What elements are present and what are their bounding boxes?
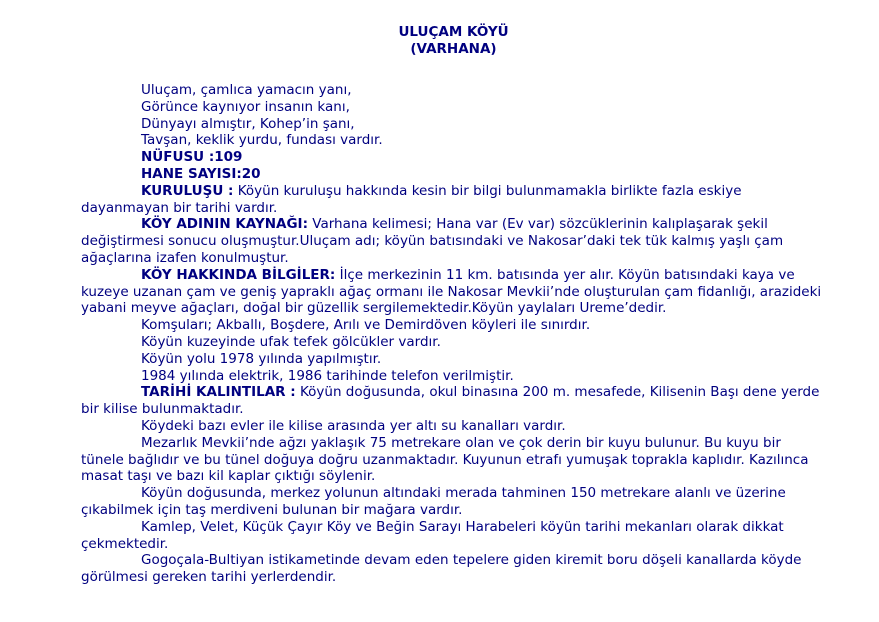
section-text: Köydeki bazı evler ile kilise arasında yer altı su kanalları vardır. — [141, 417, 566, 434]
section-paragraph — [81, 519, 826, 553]
section-paragraph — [81, 183, 826, 217]
section-paragraph — [81, 216, 826, 266]
population-stat: NÜFUSU :109 — [141, 149, 243, 166]
section-paragraph — [81, 384, 826, 418]
page-title: ULUÇAM KÖYÜ — [398, 24, 509, 40]
section-paragraph — [81, 368, 826, 385]
sections — [81, 183, 826, 586]
section-text: Köyün doğusunda, merkez yolunun altındaki merada tahminen 150 metrekare alanlı ve üzerine çıkabilmek için taş merdiveni bulunan bir mağara vardır. — [81, 485, 786, 518]
section-text: Komşuları; Akballı, Boşdere, Arılı ve Demirdöven köyleri ile sınırdır. — [141, 317, 591, 334]
section-paragraph — [81, 351, 826, 368]
poem — [81, 82, 826, 149]
section-text: Köyün kuzeyinde ufak tefek gölcükler vardır. — [141, 333, 441, 350]
section-paragraph — [81, 267, 826, 317]
section-heading: KÖY ADININ KAYNAĞI: — [141, 216, 308, 233]
section-text: Köyün doğusunda, okul binasına 200 m. mesafede, Kilisenin Başı dene yerde bir kilise bulunmaktadır. — [81, 384, 820, 418]
section-paragraph — [81, 485, 826, 519]
poem-line: Tavşan, keklik yurdu, fundası vardır. — [141, 132, 383, 149]
section-paragraph — [81, 435, 826, 485]
poem-line: Dünyayı almıştır, Kohep’in şanı, — [141, 115, 355, 132]
section-paragraph — [81, 317, 826, 334]
section-paragraph — [81, 552, 826, 586]
section-text: Varhana kelimesi; Hana var (Ev var) sözcüklerinin kalıplaşarak şekil değiştirmesi sonucu oluşmuştur.Uluçam adı; köyün batısındaki ve Nakosar’daki tek tük kalmış yaşlı çam ağaçlarına izafen konulmuştur. — [81, 216, 784, 266]
title-block — [81, 24, 826, 58]
section-text: Köyün kuruluşu hakkında kesin bir bilgi bulunmamakla birlikte fazla eskiye dayanmayan bir tarihi vardır. — [81, 182, 742, 216]
section-text: Köyün yolu 1978 yılında yapılmıştır. — [141, 350, 382, 367]
section-heading: TARİHİ KALINTILAR : — [141, 384, 296, 401]
document-page — [81, 24, 826, 586]
poem-line: Görünce kaynıyor insanın kanı, — [141, 98, 350, 115]
page-subtitle: (VARHANA) — [410, 41, 497, 57]
section-paragraph — [81, 418, 826, 435]
section-text: Mezarlık Mevkii’nde ağzı yaklaşık 75 metrekare olan ve çok derin bir kuyu bulunur. Bu kuyu bir tünele bağlıdır ve bu tünel doğuya doğru uzanmaktadır. Kuyunun etrafı yumuşak toprakla kaplıdır. Kazılınca masat taşı ve bazı kil kaplar çıktığı söylenir. — [81, 434, 809, 485]
section-heading: KÖY HAKKINDA BİLGİLER: — [141, 266, 336, 283]
section-text: Kamlep, Velet, Küçük Çayır Köy ve Beğin Sarayı Harabeleri köyün tarihi mekanları olarak dikkat çekmektedir. — [81, 518, 784, 552]
households-stat: HANE SAYISI:20 — [141, 165, 261, 182]
poem-line: Uluçam, çamlıca yamacın yanı, — [141, 82, 352, 98]
section-text: 1984 yılında elektrik, 1986 tarihinde telefon verilmiştir. — [141, 367, 514, 384]
section-heading: KURULUŞU : — [141, 182, 234, 199]
section-text: Gogoçala-Bultiyan istikametinde devam eden tepelere giden kiremit boru döşeli kanallarda köyde görülmesi gereken tarihi yerlerdendir. — [81, 552, 802, 586]
section-paragraph — [81, 334, 826, 351]
section-text: İlçe merkezinin 11 km. batısında yer alır. Köyün batısındaki kaya ve kuzeye uzanan çam ve geniş yapraklı ağaç ormanı ile Nakosar Mevkii’nde oluşturulan çam fidanlığı, arazideki yabani meyve ağaçları, doğal bir güzellik sergilemektedir.Köyün yaylaları Ureme’dedir. — [81, 266, 822, 317]
